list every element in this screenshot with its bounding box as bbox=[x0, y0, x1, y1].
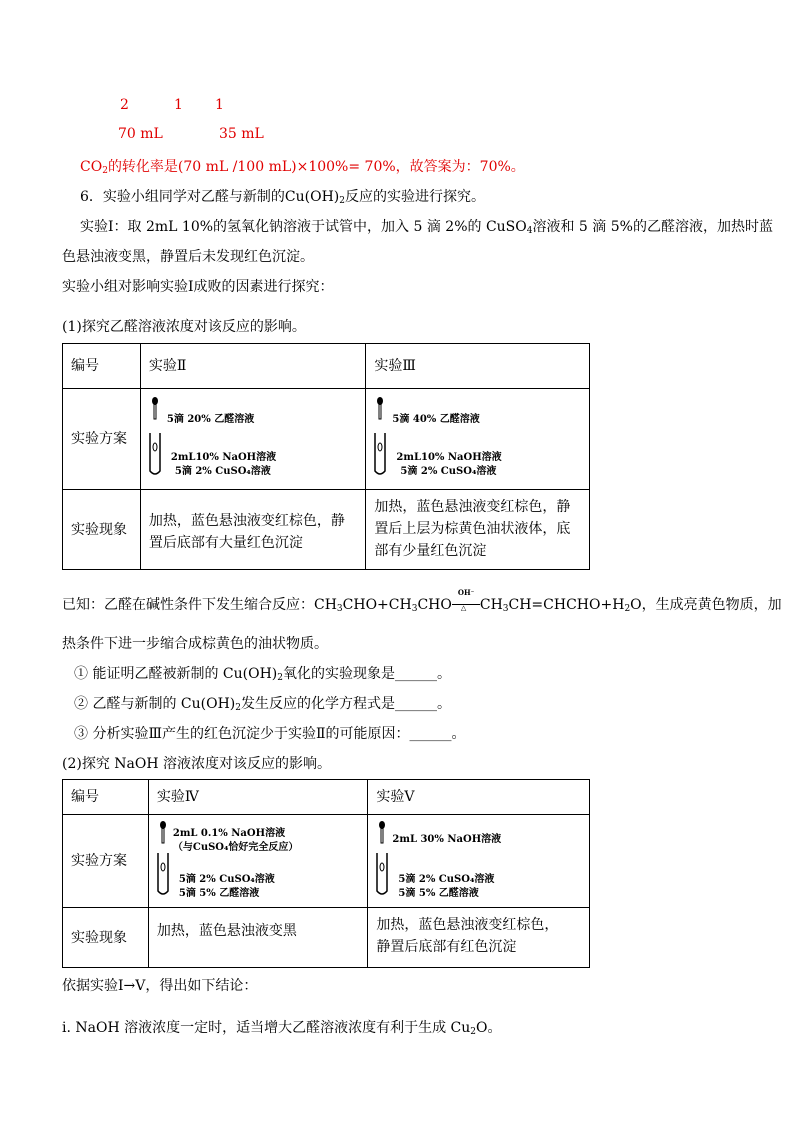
part1-title: (1)探究乙醛溶液浓度对该反应的影响。 bbox=[62, 319, 306, 335]
exp1-line2: 色悬浊液变黑，静置后未发现红色沉淀。 bbox=[62, 249, 314, 265]
t2-row-scheme: 实验方案 bbox=[63, 815, 149, 908]
t1-e2-cuso4: 5滴 2% CuSO₄溶液 bbox=[174, 466, 271, 477]
answer-ratio-3: 1 bbox=[215, 97, 224, 113]
t2-e5-naoh: 2mL 30% NaOH溶液 bbox=[392, 834, 502, 845]
t1-scheme-exp2 bbox=[140, 389, 366, 490]
question-3: ③ 分析实验Ⅲ产生的红色沉淀少于实验Ⅱ的可能原因：______。 bbox=[74, 726, 466, 742]
t1-e3-cuso4: 5滴 2% CuSO₄溶液 bbox=[400, 466, 497, 477]
dropper-icon bbox=[159, 821, 167, 845]
t2-e5-aldehyde: 5滴 5% 乙醛溶液 bbox=[398, 888, 479, 899]
t1-phenomenon-exp3: 加热，蓝色悬浊液变红棕色，静置后上层为棕黄色油状液体，底部有少量红色沉淀 bbox=[366, 490, 590, 570]
t1-phenomenon-exp2: 加热，蓝色悬浊液变红棕色，静置后底部有大量红色沉淀 bbox=[140, 490, 366, 570]
dropper-icon bbox=[378, 821, 386, 845]
answer-ratio-1: 2 bbox=[120, 97, 129, 113]
conclusion-intro: 依据实验Ⅰ→Ⅴ，得出如下结论： bbox=[62, 978, 258, 994]
test-tube-icon bbox=[376, 853, 388, 897]
dropper-icon bbox=[151, 397, 159, 421]
answer-volume-1: 70 mL bbox=[118, 126, 163, 142]
dropper-icon bbox=[376, 397, 384, 421]
known-line2: 热条件下进一步缩合成棕黄色的油状物质。 bbox=[62, 636, 328, 652]
exp1-line1: 实验Ⅰ：取 2mL 10%的氢氧化钠溶液于试管中，加入 5 滴 2%的 CuSO$_4$溶液和 5 滴 5%的乙醛溶液，加热时蓝 bbox=[80, 219, 773, 236]
t2-header-exp4: 实验Ⅳ bbox=[148, 780, 368, 815]
t1-header-exp3: 实验Ⅲ bbox=[366, 344, 590, 389]
t2-e4-cuso4: 5滴 2% CuSO₄溶液 bbox=[178, 874, 275, 885]
question-2: ② 乙醛与新制的 $Cu(OH)_2$发生反应的化学方程式是______。 bbox=[74, 696, 451, 713]
t1-e3-aldehyde: 5滴 40% 乙醛溶液 bbox=[392, 414, 480, 425]
t2-phenomenon-exp5 bbox=[368, 908, 590, 968]
condition-base: OH⁻ bbox=[457, 588, 475, 597]
t2-p5-line2: 静置后底部有红色沉淀 bbox=[376, 939, 517, 955]
test-tube-icon bbox=[149, 433, 161, 477]
test-tube-icon bbox=[157, 853, 169, 897]
known-reaction: 已知：乙醛在碱性条件下发生缩合反应：$CH_3CHO+CH_3CHO$ OH⁻ △ $CH_3CH=CHCHO+H_2O$，生成亮黄色物质，加 bbox=[62, 588, 782, 614]
part2-title: (2)探究 NaOH 溶液浓度对该反应的影响。 bbox=[62, 756, 332, 772]
conclusion-item-1: ⅰ. NaOH 溶液浓度一定时，适当增大乙醛溶液浓度有利于生成 $Cu_2O$。 bbox=[62, 1020, 502, 1037]
answer-conversion: $CO_2$的转化率是(70 mL /100 mL)×100%= 70%，故答案为：70%。 bbox=[80, 159, 525, 176]
condition-heat: △ bbox=[460, 604, 467, 612]
t1-header-id: 编号 bbox=[63, 344, 141, 389]
t2-e4-note: （与CuSO₄恰好完全反应） bbox=[172, 842, 299, 853]
t2-e4-naoh: 2mL 0.1% NaOH溶液 bbox=[172, 828, 286, 839]
t1-e3-naoh: 2mL10% NaOH溶液 bbox=[396, 452, 502, 463]
experiment-table-2 bbox=[62, 779, 590, 968]
t2-phenomenon-exp4: 加热，蓝色悬浊液变黑 bbox=[148, 908, 368, 968]
answer-ratio-2: 1 bbox=[174, 97, 183, 113]
q6-intro: 6．实验小组同学对乙醛与新制的$Cu(OH)_2$反应的实验进行探究。 bbox=[80, 189, 485, 206]
test-tube-icon bbox=[374, 433, 386, 477]
factors-intro: 实验小组对影响实验Ⅰ成败的因素进行探究： bbox=[62, 279, 334, 295]
t1-row-scheme: 实验方案 bbox=[63, 389, 141, 490]
experiment-table-1 bbox=[62, 343, 590, 570]
t2-header-exp5: 实验Ⅴ bbox=[368, 780, 590, 815]
t1-e2-naoh: 2mL10% NaOH溶液 bbox=[170, 452, 277, 463]
t2-scheme-exp5 bbox=[368, 815, 590, 908]
question-1: ① 能证明乙醛被新制的 $Cu(OH)_2$氧化的实验现象是______。 bbox=[74, 666, 451, 683]
t1-row-phenomenon: 实验现象 bbox=[63, 490, 141, 570]
t2-e4-aldehyde: 5滴 5% 乙醛溶液 bbox=[178, 888, 260, 899]
t1-header-exp2: 实验Ⅱ bbox=[140, 344, 366, 389]
t1-scheme-exp3 bbox=[366, 389, 590, 490]
answer-volume-2: 35 mL bbox=[219, 126, 264, 142]
t2-row-phenomenon: 实验现象 bbox=[63, 908, 149, 968]
t2-scheme-exp4 bbox=[148, 815, 368, 908]
t1-e2-aldehyde: 5滴 20% 乙醛溶液 bbox=[166, 414, 255, 425]
t2-p5-line1: 加热，蓝色悬浊液变红棕色， bbox=[376, 917, 559, 933]
reaction-arrow bbox=[452, 588, 480, 612]
t2-e5-cuso4: 5滴 2% CuSO₄溶液 bbox=[398, 874, 495, 885]
t2-header-id: 编号 bbox=[63, 780, 149, 815]
